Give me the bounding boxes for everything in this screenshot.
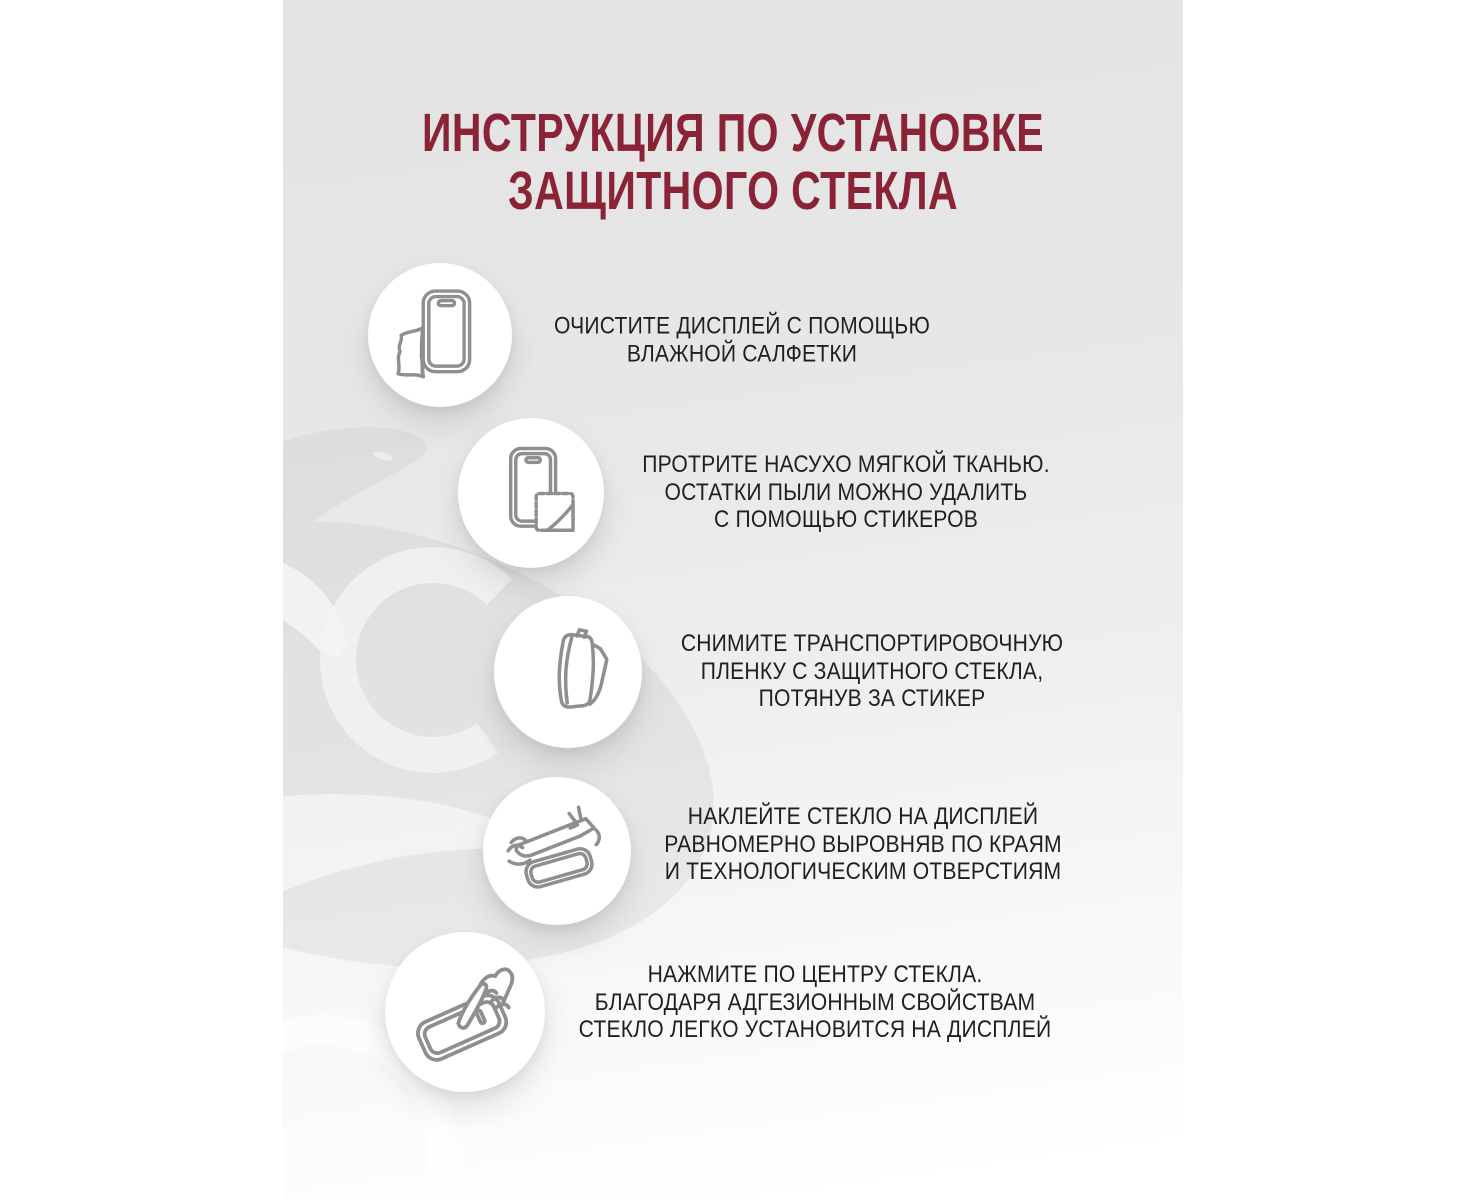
phone-sticker-icon xyxy=(480,441,582,546)
poster xyxy=(283,0,1183,1200)
step-line: ВЛАЖНОЙ САЛФЕТКИ xyxy=(626,340,858,367)
title-line-1: ИНСТРУКЦИЯ ПО УСТАНОВКЕ xyxy=(421,103,1045,163)
step-line: НАКЛЕЙТЕ СТЕКЛО НА ДИСПЛЕЙ xyxy=(687,802,1039,830)
press-center-icon xyxy=(409,956,521,1068)
page-title xyxy=(422,104,1044,220)
step-3-icon-circle xyxy=(494,596,642,748)
step-line: И ТЕХНОЛОГИЧЕСКИМ ОТВЕРСТИЯМ xyxy=(664,857,1062,885)
step-5-icon-circle xyxy=(385,932,545,1092)
step-line: ПРОТРИТЕ НАСУХО МЯГКОЙ ТКАНЬЮ. xyxy=(642,450,1050,478)
step-2-text xyxy=(642,451,1049,534)
step-5-text xyxy=(579,961,1052,1044)
step-2-icon-circle xyxy=(458,418,604,568)
title-line-2: ЗАЩИТНОГО СТЕКЛА xyxy=(508,161,958,221)
step-3-text xyxy=(681,630,1063,713)
step-line: СНИМИТЕ ТРАНСПОРТИРОВОЧНУЮ xyxy=(680,629,1064,657)
step-line: НАЖМИТЕ ПО ЦЕНТРУ СТЕКЛА. xyxy=(647,960,983,988)
step-1-icon-circle xyxy=(368,263,512,407)
phone-wet-wipe-icon xyxy=(390,285,491,386)
step-line: РАВНОМЕРНО ВЫРОВНЯВ ПО КРАЯМ xyxy=(664,830,1062,858)
step-line: ОЧИСТИТЕ ДИСПЛЕЙ С ПОМОЩЬЮ xyxy=(554,312,930,340)
step-line: ОСТАТКИ ПЫЛИ МОЖНО УДАЛИТЬ xyxy=(664,478,1028,506)
step-line: СТЕКЛО ЛЕГКО УСТАНОВИТСЯ НА ДИСПЛЕЙ xyxy=(578,1015,1052,1043)
step-4-text xyxy=(664,803,1062,886)
align-glass-hands-icon xyxy=(505,799,609,903)
film-peel-icon xyxy=(516,619,620,725)
step-1-text xyxy=(554,313,930,368)
step-line: С ПОМОЩЬЮ СТИКЕРОВ xyxy=(714,505,978,533)
step-line: ПОТЯНУВ ЗА СТИКЕР xyxy=(758,684,986,712)
step-4-icon-circle xyxy=(483,777,631,925)
step-line: ПЛЕНКУ С ЗАЩИТНОГО СТЕКЛА, xyxy=(700,657,1044,685)
step-line: БЛАГОДАРЯ АДГЕЗИОННЫМ СВОЙСТВАМ xyxy=(594,988,1036,1016)
